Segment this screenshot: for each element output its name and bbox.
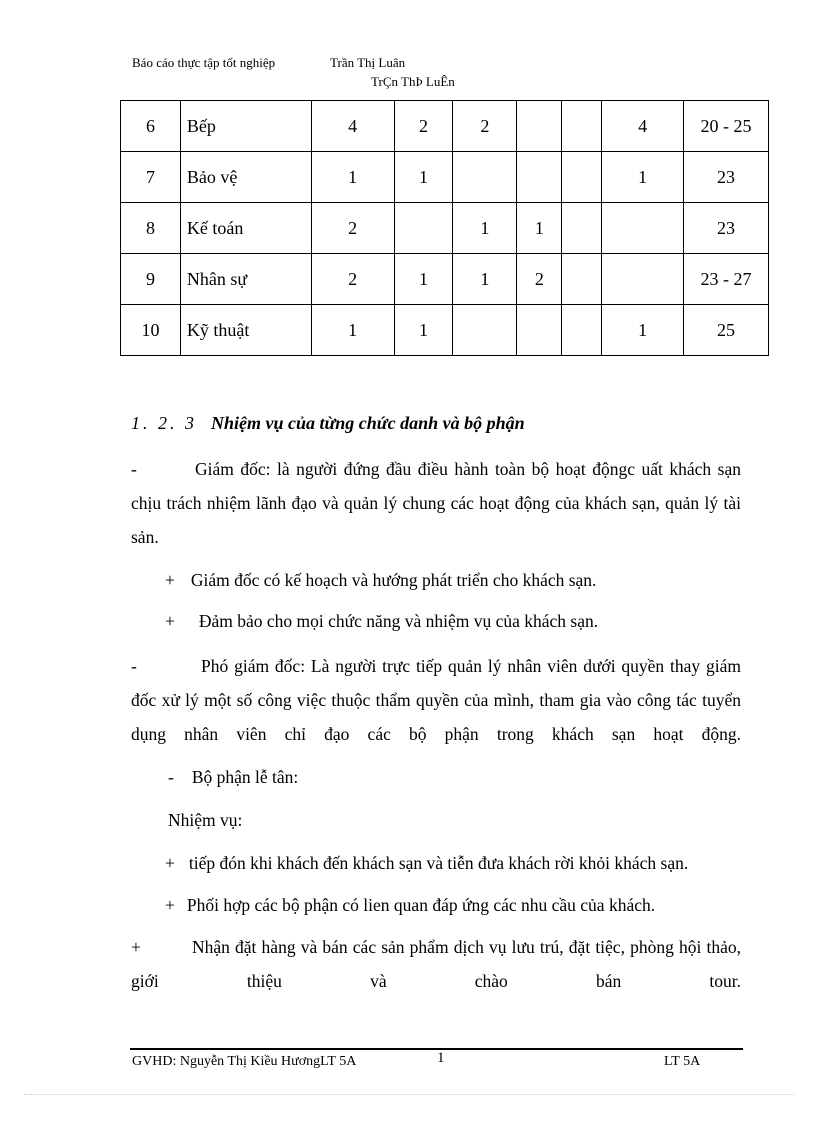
- table-cell: 1: [602, 152, 684, 203]
- paragraph-text: Bộ phận lễ tân:: [191, 767, 299, 787]
- paragraph-text: Giám đốc: là người đứng đầu điều hành toàn bộ hoạt độngc uất khách sạn chịu trách nhiệm lãnh đạo và quản lý chung các hoạt động của khách sạn, quản lý tài sản.: [131, 459, 741, 547]
- header-report-title: Báo cáo thực tập tốt nghiệp: [132, 55, 276, 70]
- paragraph-text: Đảm bảo cho mọi chức năng và nhiệm vụ của khách sạn.: [198, 611, 599, 631]
- paragraph-bullet: +: [165, 853, 175, 873]
- table-cell: [453, 305, 517, 356]
- paragraph-welcome: [165, 846, 688, 880]
- page-bottom-border: [24, 1094, 794, 1095]
- table-cell: 2: [517, 254, 562, 305]
- table-cell: [517, 305, 562, 356]
- table-cell: 23 - 27: [684, 254, 769, 305]
- table-row: [121, 101, 769, 152]
- table-cell: [562, 254, 602, 305]
- staff-table: [120, 100, 769, 356]
- table-cell: 25: [684, 305, 769, 356]
- section-title: Nhiệm vụ của từng chức danh và bộ phận: [211, 413, 525, 433]
- table-cell: 1: [602, 305, 684, 356]
- paragraph-text: Nhận đặt hàng và bán các sản phẩm dịch vụ lưu trú, đặt tiệc, phòng hội thảo, giới thiệu và chào bán tour.: [131, 937, 741, 991]
- row-number-cell: 8: [121, 203, 181, 254]
- table-cell: 2: [311, 203, 394, 254]
- paragraph-bullet: +: [165, 570, 175, 590]
- table-cell: 23: [684, 152, 769, 203]
- table-row: [121, 152, 769, 203]
- row-number-cell: 10: [121, 305, 181, 356]
- table-cell: [562, 152, 602, 203]
- table-cell: [517, 152, 562, 203]
- paragraph-coordinate: [165, 888, 655, 922]
- table-cell: 20 - 25: [684, 101, 769, 152]
- table-row: [121, 203, 769, 254]
- table-cell: [562, 101, 602, 152]
- paragraph-bullet: +: [165, 895, 175, 915]
- department-cell: Bếp: [180, 101, 311, 152]
- table-row: [121, 305, 769, 356]
- paragraph-duties: [168, 803, 242, 837]
- paragraph-bullet: -: [131, 459, 137, 479]
- paragraph-reception: [168, 760, 298, 794]
- table-cell: 2: [453, 101, 517, 152]
- paragraph-booking: [131, 930, 741, 998]
- table-cell: [602, 203, 684, 254]
- paragraph-bullet: -: [168, 767, 174, 787]
- footer-page-number: 1: [437, 1050, 445, 1066]
- table-cell: 1: [453, 254, 517, 305]
- table-cell: 4: [311, 101, 394, 152]
- paragraph-bullet: +: [131, 937, 141, 957]
- header-author-garbled: TrÇn ThÞ LuÊn: [371, 74, 455, 89]
- department-cell: Kỹ thuật: [180, 305, 311, 356]
- row-number-cell: 7: [121, 152, 181, 203]
- table-cell: 2: [311, 254, 394, 305]
- table-cell: 1: [517, 203, 562, 254]
- section-heading: [131, 413, 525, 434]
- table-cell: [562, 203, 602, 254]
- table-cell: 1: [311, 305, 394, 356]
- paragraph-text: tiếp đón khi khách đến khách sạn và tiễn đưa khách rời khỏi khách sạn.: [188, 853, 689, 873]
- paragraph-bullet: -: [131, 656, 137, 676]
- row-number-cell: 9: [121, 254, 181, 305]
- table-cell: 2: [394, 101, 453, 152]
- department-cell: Nhân sự: [180, 254, 311, 305]
- table-cell: [394, 203, 453, 254]
- paragraph-director: [131, 452, 741, 554]
- row-number-cell: 6: [121, 101, 181, 152]
- table-cell: 4: [602, 101, 684, 152]
- paragraph-text: Nhiệm vụ:: [168, 810, 243, 830]
- footer-class: LT 5A: [664, 1054, 701, 1069]
- table-cell: [453, 152, 517, 203]
- table-cell: 1: [394, 152, 453, 203]
- table-row: [121, 254, 769, 305]
- paragraph-text: Giám đốc có kế hoạch và hướng phát triển cho khách sạn.: [190, 570, 597, 590]
- table-cell: 23: [684, 203, 769, 254]
- table-cell: 1: [394, 254, 453, 305]
- paragraph-director-ensure: [165, 604, 598, 638]
- paragraph-deputy-director: [131, 649, 741, 751]
- paragraph-text: Phối hợp các bộ phận có lien quan đáp ứng các nhu cầu của khách.: [186, 895, 656, 915]
- table-cell: 1: [394, 305, 453, 356]
- section-number: 1. 2. 3: [131, 413, 197, 433]
- department-cell: Kế toán: [180, 203, 311, 254]
- department-cell: Bảo vệ: [180, 152, 311, 203]
- paragraph-director-plan: [165, 563, 596, 597]
- footer-supervisor: GVHD: Nguyễn Thị Kiều HươngLT 5A: [132, 1054, 357, 1069]
- table-cell: 1: [453, 203, 517, 254]
- paragraph-text: Phó giám đốc: Là người trực tiếp quản lý nhân viên dưới quyền thay giám đốc xử lý một số công việc thuộc thẩm quyền của mình, tham gia vào công tác tuyển dụng nhân viên chỉ đạo các bộ phận trong khách sạn hoạt động.: [131, 656, 741, 744]
- table-cell: [517, 101, 562, 152]
- header-author: Trần Thị Luân: [330, 55, 406, 70]
- table-cell: 1: [311, 152, 394, 203]
- paragraph-bullet: +: [165, 611, 175, 631]
- table-cell: [602, 254, 684, 305]
- table-cell: [562, 305, 602, 356]
